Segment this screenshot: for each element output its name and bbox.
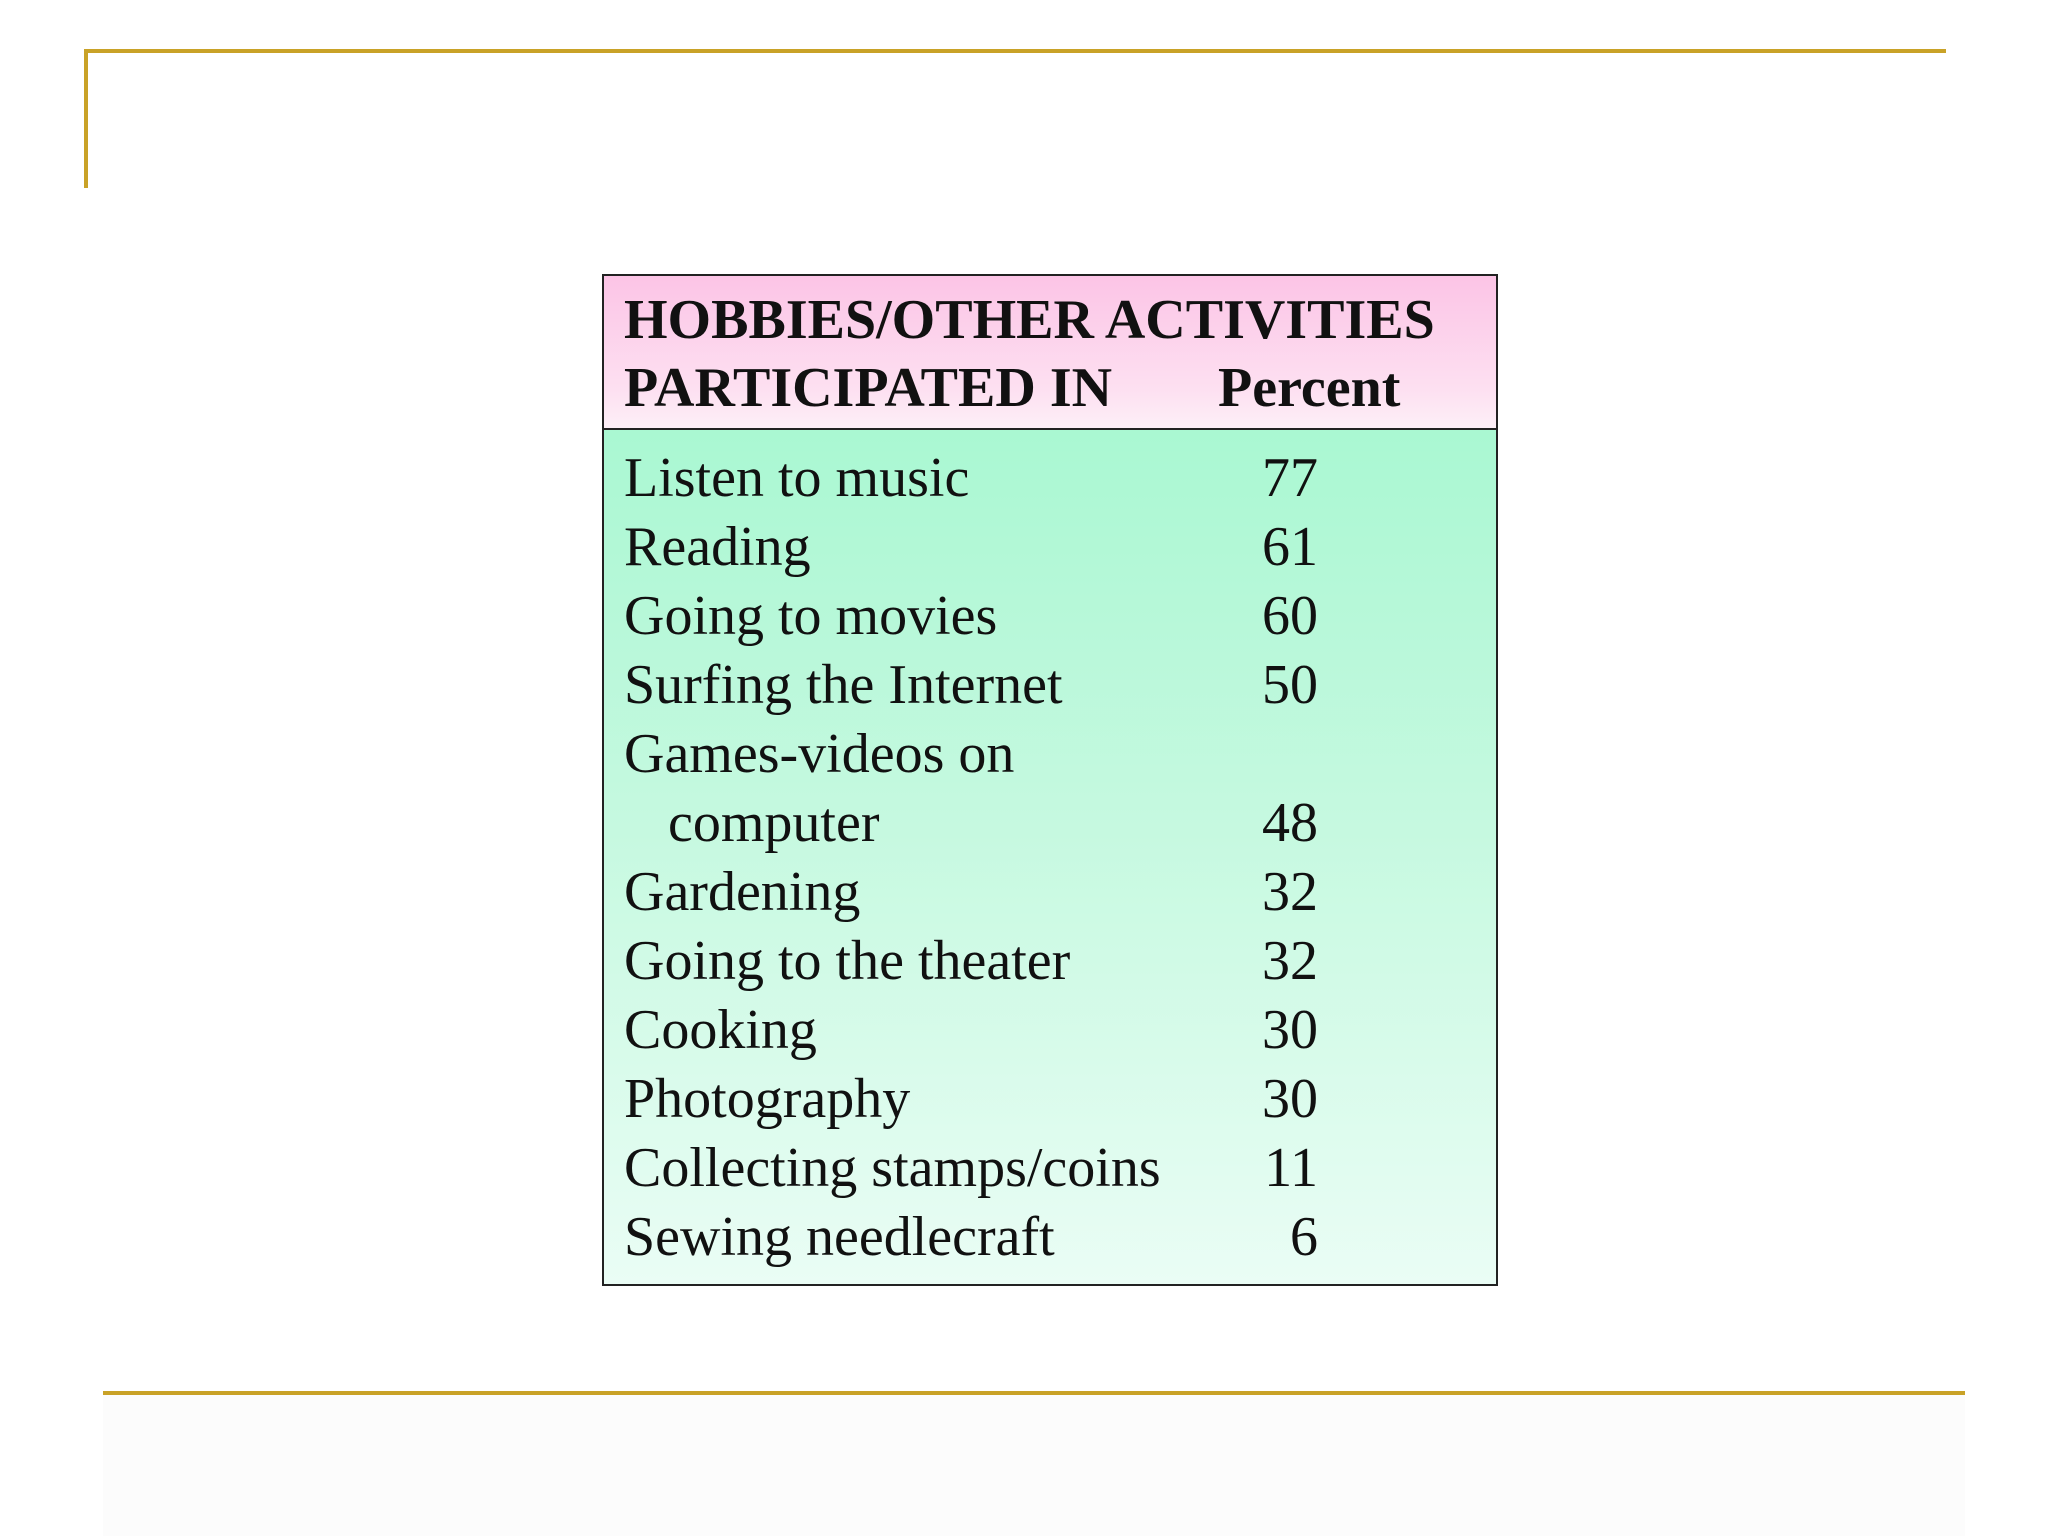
- table-header: [604, 276, 1496, 430]
- table-row: [604, 444, 1496, 513]
- row-value: 11: [1264, 1137, 1318, 1199]
- row-label: Cooking: [624, 999, 817, 1061]
- table-row: [604, 720, 1496, 789]
- table-body: [604, 430, 1496, 1272]
- header-title-line-2: PARTICIPATED IN: [624, 357, 1113, 419]
- table-row: [604, 1065, 1496, 1134]
- row-value: 32: [1262, 861, 1318, 923]
- row-label: Games-videos on: [624, 723, 1015, 785]
- row-value: 32: [1262, 930, 1318, 992]
- row-label: Sewing needlecraft: [624, 1206, 1055, 1268]
- table-row: [604, 582, 1496, 651]
- row-value: 50: [1262, 654, 1318, 716]
- row-label: Going to the theater: [624, 930, 1071, 992]
- row-label: Collecting stamps/coins: [624, 1137, 1161, 1199]
- table-row: [604, 996, 1496, 1065]
- row-value: 77: [1262, 447, 1318, 509]
- table-row: [604, 927, 1496, 996]
- row-label: Photography: [624, 1068, 911, 1130]
- row-value: 6: [1290, 1206, 1318, 1268]
- table-row: [604, 651, 1496, 720]
- row-label: Surfing the Internet: [624, 654, 1063, 716]
- row-label: Gardening: [624, 861, 861, 923]
- hobbies-table: [602, 274, 1498, 1286]
- row-value: 60: [1262, 585, 1318, 647]
- header-title-line-1: HOBBIES/OTHER ACTIVITIES: [624, 289, 1435, 351]
- table-row: [604, 513, 1496, 582]
- frame-left-line: [84, 49, 88, 188]
- footer-band: [103, 1395, 1965, 1536]
- row-label: Reading: [624, 516, 811, 578]
- table-row: [604, 1203, 1496, 1272]
- row-label: computer: [668, 792, 880, 854]
- table-row: [604, 858, 1496, 927]
- table-row: [604, 789, 1496, 858]
- row-value: 30: [1262, 999, 1318, 1061]
- row-value: 48: [1262, 792, 1318, 854]
- row-label: Listen to music: [624, 447, 970, 509]
- header-percent-column: Percent: [1218, 357, 1401, 419]
- row-label: Going to movies: [624, 585, 998, 647]
- frame-top-line: [84, 49, 1946, 53]
- row-value: 61: [1262, 516, 1318, 578]
- table-row: [604, 1134, 1496, 1203]
- row-value: 30: [1262, 1068, 1318, 1130]
